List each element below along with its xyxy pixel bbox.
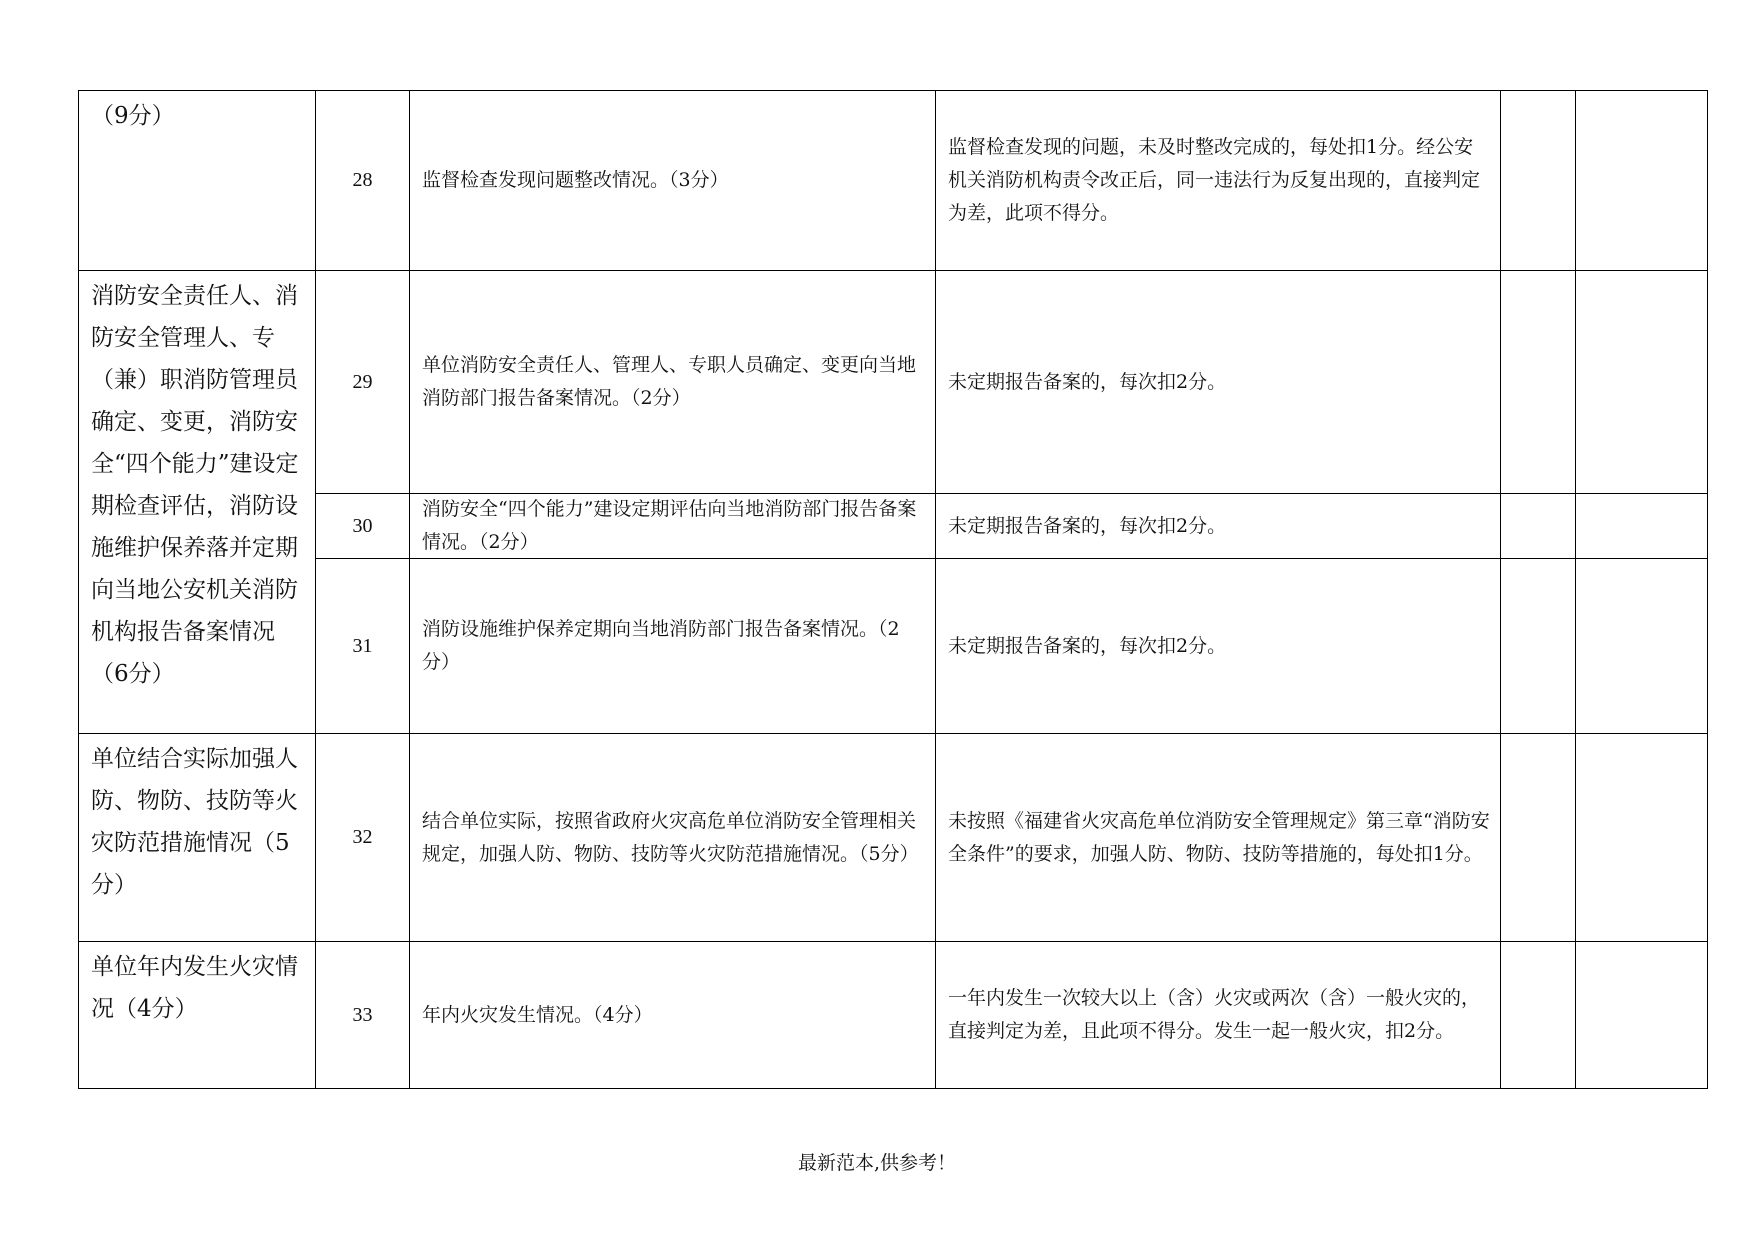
item-number: 32 — [352, 826, 373, 848]
item-number: 33 — [352, 1003, 373, 1026]
scoring-standard: 未定期报告备案的，每次扣2分。 — [948, 514, 1227, 537]
item-number: 31 — [352, 634, 373, 657]
scoring-standard: 未定期报告备案的，每次扣2分。 — [948, 370, 1227, 393]
item-number: 28 — [352, 169, 373, 191]
item-description: 消防安全“四个能力”建设定期评估向当地消防部门报告备案情况。（2分） — [422, 498, 917, 553]
category-cell: 消防安全责任人、消防安全管理人、专（兼）职消防管理员确定、变更，消防安全“四个能力”建设定期检查评估，消防设施维护保养落并定期向当地公安机关消防机构报告备案情况（6分） — [91, 283, 299, 687]
table-border-right — [1707, 90, 1708, 1089]
item-number: 29 — [352, 370, 373, 393]
page-footer: 最新范本,供参考！ — [797, 1152, 957, 1174]
category-cell: 单位结合实际加强人防、物防、技防等火灾防范措施情况（5分） — [91, 746, 298, 898]
item-description: 消防设施维护保养定期向当地消防部门报告备案情况。（2分） — [422, 618, 900, 673]
scoring-standard: 未按照《福建省火灾高危单位消防安全管理规定》第三章“消防安全条件”的要求，加强人防、物防、技防等措施的，每处扣1分。 — [948, 809, 1490, 865]
table-border-bottom — [78, 1088, 1708, 1089]
column-divider — [1500, 90, 1501, 1089]
item-number: 30 — [352, 514, 373, 537]
scoring-standard: 一年内发生一次较大以上（含）火灾或两次（含）一般火灾的，直接判定为差，且此项不得分。发生一起一般火灾，扣2分。 — [948, 987, 1481, 1042]
scoring-standard: 监督检查发现的问题，未及时整改完成的，每处扣1分。经公安机关消防机构责令改正后，同一违法行为反复出现的，直接判定为差，此项不得分。 — [948, 136, 1481, 224]
item-description: 结合单位实际，按照省政府火灾高危单位消防安全管理相关规定，加强人防、物防、技防等火灾防范措施情况。（5分） — [422, 809, 919, 865]
item-description: 监督检查发现问题整改情况。（3分） — [422, 169, 729, 191]
category-cell: （9分） — [91, 103, 175, 129]
item-description: 单位消防安全责任人、管理人、专职人员确定、变更向当地消防部门报告备案情况。（2分） — [422, 354, 917, 409]
scoring-standard: 未定期报告备案的，每次扣2分。 — [948, 634, 1227, 657]
category-cell: 单位年内发生火灾情况（4分） — [91, 954, 298, 1022]
column-divider — [1575, 90, 1576, 1089]
item-description: 年内火灾发生情况。（4分） — [422, 1003, 653, 1026]
